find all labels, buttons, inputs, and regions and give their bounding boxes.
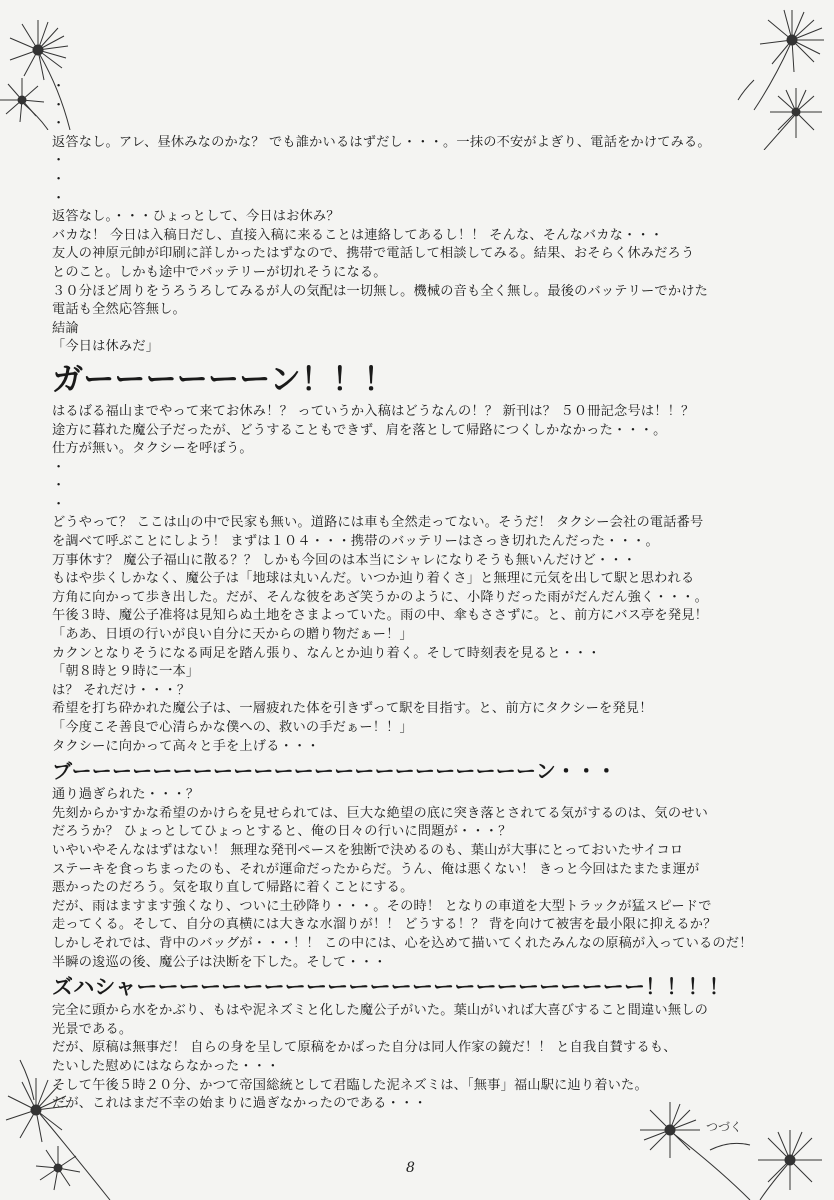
text-line: 光景である。 <box>52 1021 133 1037</box>
text-line: 先刻からかすかな希望のかけらを見せられては、巨大な絶望の底に突き落とされてる気がするのは、気のせい <box>52 805 708 821</box>
text-line: 電話も全然応答無し。 <box>52 302 186 318</box>
text-line: ステーキを食っちまったのも、それが運命だったからだ。うん、俺は悪くない！ きっと今回はたまたま運が <box>52 861 700 877</box>
text-line: 返答なし。・・・ひょっとして、今日はお休み？ <box>52 209 340 225</box>
text-line: ３０分ほど周りをうろうろしてみるが人の気配は一切無し。機械の音も全く無し。最後のバッテリーでかけた <box>52 283 708 299</box>
text-line: そして午後５時２０分、かつて帝国総統として君臨した泥ネズミは、「無事」福山駅に辿り着いた。 <box>52 1077 648 1093</box>
text-line: 走ってくる。そして、自分の真横には大きな水溜りが！！ どうする！？ 背を向けて被害を最小限に抑えるか？ <box>52 917 717 933</box>
text-line: ・ <box>52 459 66 475</box>
page-number: 8 <box>406 1160 415 1176</box>
story-text <box>52 78 792 1114</box>
story-section-3 <box>52 786 792 972</box>
text-line: 悪かったのだろう。気を取り直して帰路に着くことにする。 <box>52 880 414 896</box>
text-line: 万事休す？ 魔公子福山に散る？？ しかも今回のは本当にシャレになりそうも無いんだけど・・・ <box>52 552 637 568</box>
text-line: 半瞬の逡巡の後、魔公子は決断を下した。そして・・・ <box>52 954 387 970</box>
text-line: 希望を打ち砕かれた魔公子は、一層疲れた体を引きずって駅を目指す。と、前方にタクシーを発見！ <box>52 701 653 717</box>
text-line: ・ <box>52 79 66 94</box>
text-line: 完全に頭から水をかぶり、もはや泥ネズミと化した魔公子がいた。葉山がいれば大喜びすること間違い無しの <box>52 1003 708 1019</box>
text-line: とのこと。しかも途中でバッテリーが切れそうになる。 <box>52 264 387 280</box>
text-line: しかしそれでは、背中のバッグが・・・！！ この中には、心を込めて描いてくれたみんなの原稿が入っているのだ！ <box>52 935 753 951</box>
text-line: 「今度こそ善良で心清らかな僕への、救いの手だぁー！！」 <box>52 720 413 735</box>
text-line: 午後３時、魔公子准将は見知らぬ土地をさまよっていた。雨の中、傘もささずに。と、前方にバス亭を発見！ <box>52 608 708 624</box>
story-section-2 <box>52 403 792 756</box>
text-line: タクシーに向かって高々と手を上げる・・・ <box>52 738 320 754</box>
text-line: もはや歩くしかなく、魔公子は「地球は丸いんだ。いつか辿り着くさ」と無理に元気を出して駅と思われる <box>52 571 695 587</box>
text-line: ・ <box>52 478 66 494</box>
text-line: 「今日は休みだ」 <box>52 339 160 355</box>
text-line: 途方に暮れた魔公子だったが、どうすることもできず、肩を落として帰路につくしかなかった・・・。 <box>52 422 667 438</box>
text-line: 「ああ、日頃の行いが良い自分に天からの贈り物だぁー！」 <box>52 627 413 643</box>
text-line: 「朝８時と９時に一本」 <box>52 664 200 680</box>
sound-effect-boon: ブーーーーーーーーーーーーーーーーーーーーーーーン・・・ <box>52 759 617 784</box>
to-be-continued-label: つづく <box>706 1120 743 1134</box>
text-line: はるばる福山までやって来てお休み！？ っていうか入稿はどうなんの！？ 新刊は？ ５０冊記念号は！！？ <box>52 403 695 419</box>
sound-effect-gaan: ガーーーーーーン！！！ <box>52 361 395 398</box>
text-line: だろうか？ ひょっとしてひょっとすると、俺の日々の行いに問題が・・・？ <box>52 824 512 840</box>
text-line: だが、これはまだ不幸の始まりに過ぎなかったのである・・・ <box>52 1096 427 1112</box>
text-line: ・ <box>52 97 66 113</box>
text-line: を調べて呼ぶことにしよう！ まずは１０４・・・携帯のバッテリーはさっき切れたんだった・・・。 <box>52 534 659 550</box>
story-section-1 <box>52 78 792 357</box>
text-line: 仕方が無い。タクシーを呼ぼう。 <box>52 441 253 457</box>
text-line: ・ <box>52 153 66 169</box>
text-line: いやいやそんなはずはない！ 無理な発刊ペースを独断で決めるのも、葉山が大事にとっておいたサイコロ <box>52 842 684 858</box>
text-line: ・ <box>52 116 66 132</box>
text-line: だが、雨はますます強くなり、ついに土砂降り・・・。その時！ となりの車道を大型トラックが猛スピードで <box>52 898 712 914</box>
text-line: カクンとなりそうになる両足を踏ん張り、なんとか辿り着く。そして時刻表を見ると・・・ <box>52 645 601 661</box>
text-line: ・ <box>52 171 66 187</box>
text-line: ・ <box>52 496 66 512</box>
sound-effect-zubasha: ズハシャーーーーーーーーーーーーーーーーーーーーーーーー！！！！ <box>52 975 730 1000</box>
text-line: たいした慰めにはならなかった・・・ <box>52 1058 280 1074</box>
text-line: 返答なし。アレ、昼休みなのかな？ でも誰かいるはずだし・・・。一抹の不安がよぎり、電話をかけてみる。 <box>52 134 711 150</box>
text-line: バカな！ 今日は入稿日だし、直接入稿に来ることは連絡してあるし！！ そんな、そんなバカな・・・ <box>52 227 664 243</box>
text-line: 方角に向かって歩き出した。だが、そんな彼をあざ笑うかのように、小降りだった雨がだんだん強く・・・。 <box>52 589 708 605</box>
story-section-4 <box>52 1002 792 1114</box>
text-line: 友人の神原元帥が印刷に詳しかったはずなので、携帯で電話して相談してみる。結果、おそらく休みだろう <box>52 246 695 262</box>
text-line: ・ <box>52 190 66 206</box>
text-line: 通り過ぎられた・・・？ <box>52 787 200 803</box>
text-line: どうやって？ ここは山の中で民家も無い。道路には車も全然走ってない。そうだ！ タクシー会社の電話番号 <box>52 515 704 531</box>
text-line: 結論 <box>52 320 79 336</box>
text-line: は？ それだけ・・・？ <box>52 682 191 698</box>
text-line: だが、原稿は無事だ！ 自らの身を呈して原稿をかばった自分は同人作家の鏡だ！！ と自我自賛するも、 <box>52 1040 677 1056</box>
